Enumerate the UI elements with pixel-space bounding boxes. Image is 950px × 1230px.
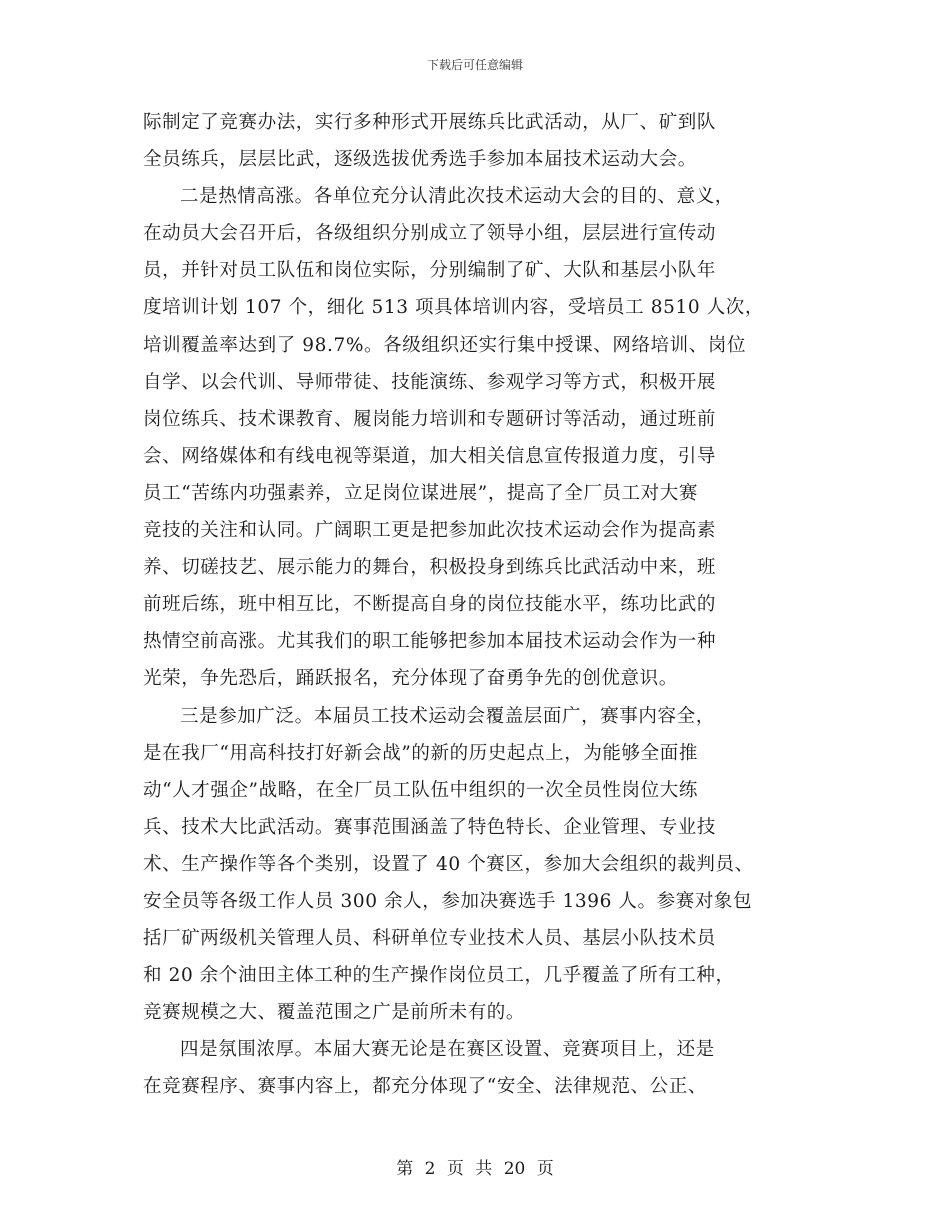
text-line: 岗位练兵、技术课教育、履岗能力培训和专题研讨等活动，通过班前 — [143, 408, 717, 430]
text-line: 动“人才强企”战略，在全厂员工队伍中组织的一次全员性岗位大练 — [143, 779, 698, 801]
text-line: 培训覆盖率达到了 98.7%。各级组织还实行集中授课、网络培训、岗位 — [143, 334, 747, 356]
text-line: 员，并针对员工队伍和岗位实际，分别编制了矿、大队和基层小队年 — [143, 260, 717, 282]
text-line: 际制定了竞赛办法，实行多种形式开展练兵比武活动，从厂、矿到队 — [143, 112, 717, 133]
text-line: 自学、以会代训、导师带徒、技能演练、参观学习等方式，积极开展 — [143, 371, 717, 393]
text-line: 括厂矿两级机关管理人员、科研单位专业技术人员、基层小队技术员 — [143, 928, 717, 950]
text-line: 度培训计划 107 个，细化 513 项具体培训内容，受培员工 8510 人次， — [143, 297, 764, 319]
page-number-footer: 第 2 页 共 20 页 — [396, 1159, 554, 1179]
text-line: 安全员等各级工作人员 300 余人，参加决赛选手 1396 人。参赛对象包 — [143, 890, 753, 912]
document-body — [143, 104, 811, 1106]
paragraph-start-line: 三是参加广泛。本届员工技术运动会覆盖层面广，赛事内容全， — [180, 705, 715, 727]
text-line: 和 20 余个油田主体工种的生产操作岗位员工，几乎覆盖了所有工种， — [143, 965, 735, 987]
text-line: 术、生产操作等各个类别，设置了 40 个赛区，参加大会组织的裁判员、 — [143, 853, 754, 875]
text-line: 竞赛规模之大、覆盖范围之广是前所未有的。 — [143, 1002, 526, 1024]
text-line: 竞技的关注和认同。广阔职工更是把参加此次技术运动会作为提高素 — [143, 520, 717, 542]
text-line: 前班后练，班中相互比，不断提高自身的岗位技能水平，练功比武的 — [143, 594, 717, 616]
text-line: 员工“苦练内功强素养，立足岗位谋进展”，提高了全厂员工对大赛 — [143, 482, 698, 504]
text-line: 热情空前高涨。尤其我们的职工能够把参加本届技术运动会作为一种 — [143, 631, 717, 653]
paragraph-start-line: 四是氛围浓厚。本届大赛无论是在赛区设置、竞赛项目上，还是 — [180, 1039, 715, 1061]
text-line: 在动员大会召开后，各级组织分别成立了领导小组，层层进行宣传动 — [143, 223, 717, 245]
text-line: 光荣，争先恐后，踊跃报名，充分体现了奋勇争先的创优意识。 — [143, 668, 678, 690]
text-line: 兵、技术大比武活动。赛事范围涵盖了特色特长、企业管理、专业技 — [143, 816, 717, 838]
text-line: 会、网络媒体和有线电视等渠道，加大相关信息宣传报道力度，引导 — [143, 445, 717, 467]
paragraph-start-line: 二是热情高涨。各单位充分认清此次技术运动大会的目的、意义， — [180, 186, 734, 208]
text-line: 养、切磋技艺、展示能力的舞台，积极投身到练兵比武活动中来，班 — [143, 557, 717, 579]
text-line: 全员练兵，层层比武，逐级选拔优秀选手参加本届技术运动大会。 — [143, 149, 697, 171]
text-line: 是在我厂“用高科技打好新会战”的新的历史起点上，为能够全面推 — [143, 742, 698, 764]
page-header-note: 下载后可任意编辑 — [426, 58, 523, 72]
text-line: 在竞赛程序、赛事内容上，都充分体现了“安全、法律规范、公正、 — [143, 1076, 707, 1098]
